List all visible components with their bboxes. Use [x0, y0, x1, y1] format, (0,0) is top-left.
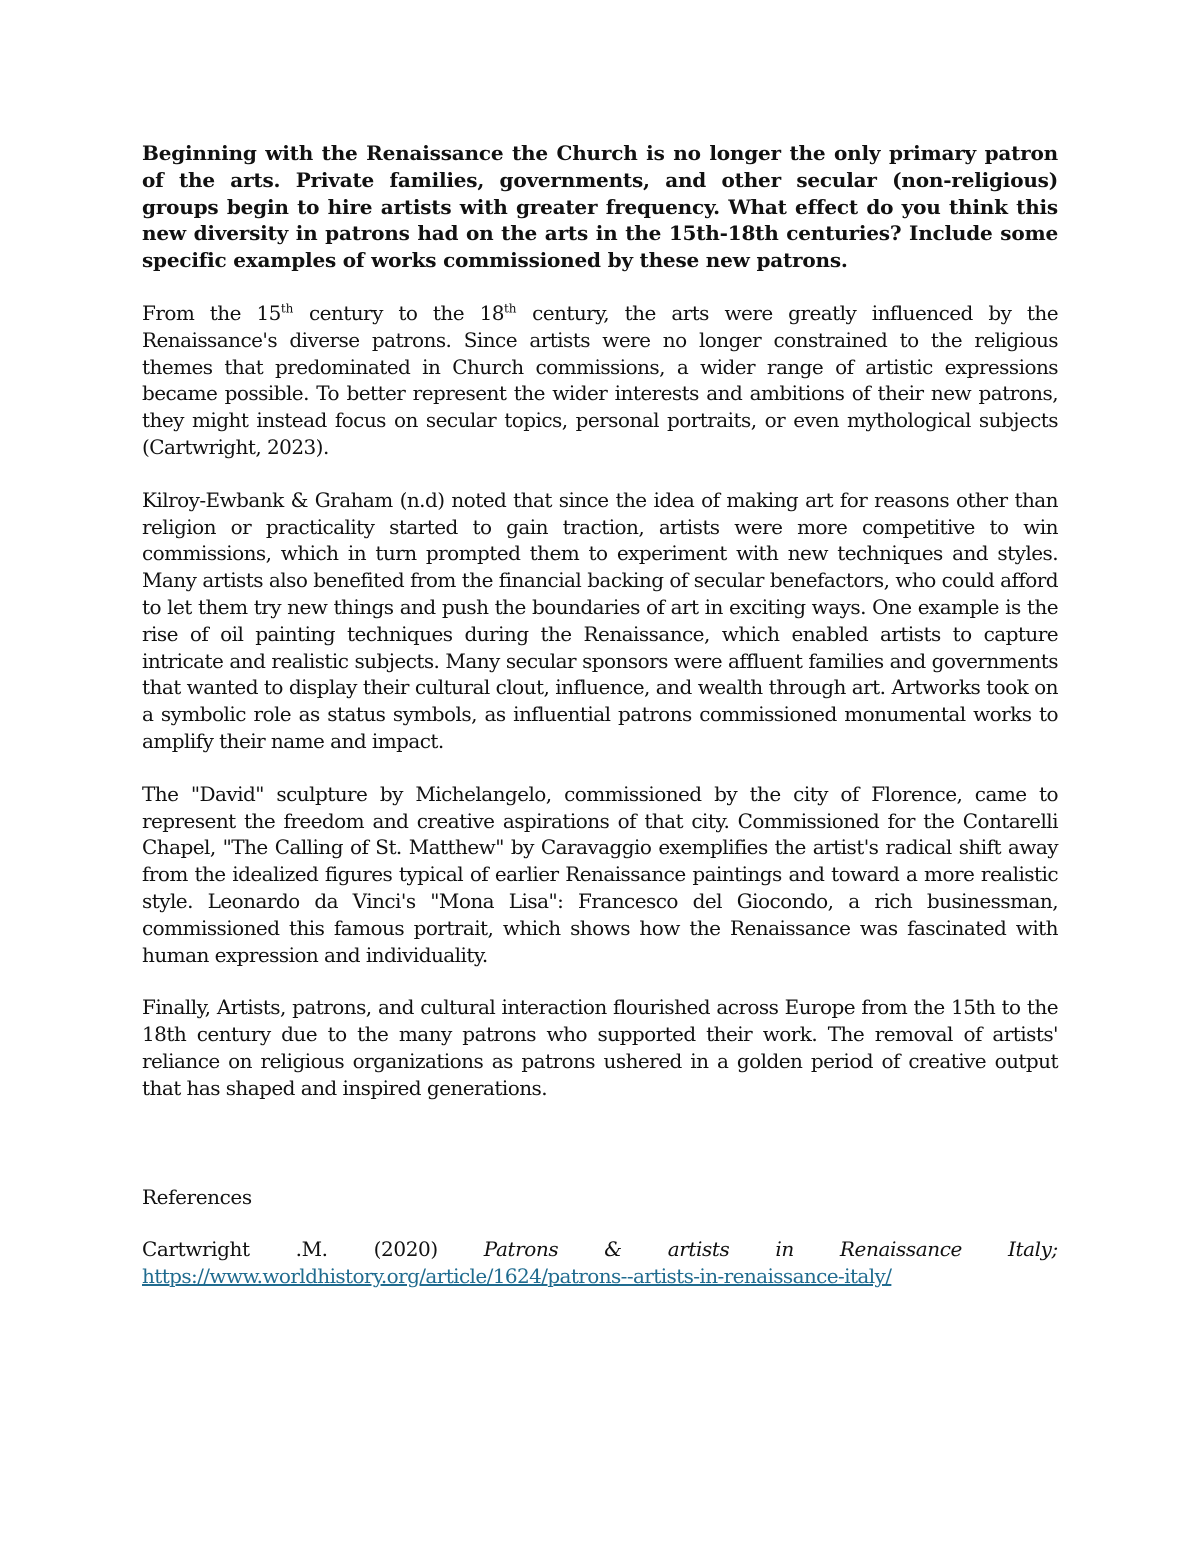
body-paragraph-3: The "David" sculpture by Michelangelo, commissioned by the city of Florence, came to represent the freedom and creative aspirations of that city. Commissioned for the Contarelli Chapel, "The Calling of St. Matthew" by Caravaggio exemplifies the artist's radical shift away from the idealized figures typical of earlier Renaissance paintings and toward a more realistic style. Leonardo da Vinci's "Mona Lisa": Francesco del Giocondo, a rich businessman, commissioned this famous portrait, which shows how the Renaissance was fascinated with human expression and individuality. — [142, 781, 1058, 967]
reference-author: Cartwright — [142, 1237, 250, 1262]
assignment-question: Beginning with the Renaissance the Church is no longer the only primary patron of the arts. Private families, governments, and other secular (non-religious) groups begin to hire artists with greater frequency. What effect do you think this new diversity in patrons had on the arts in the 15th-18th centuries? Include some specific examples of works commissioned by these new patrons. — [142, 141, 1058, 273]
reference-title-word-3: artists — [667, 1237, 730, 1262]
paragraph-1-mid: century to the 18 — [293, 300, 504, 325]
reference-title-word-2: & — [604, 1237, 622, 1262]
reference-title-word-5: Renaissance — [839, 1237, 962, 1262]
superscript-th-2: th — [503, 301, 517, 316]
superscript-th-1: th — [280, 301, 294, 316]
reference-year: (2020) — [373, 1237, 438, 1262]
section-spacer — [142, 1128, 1058, 1184]
reference-initial: .M. — [295, 1237, 328, 1262]
body-paragraph-4: Finally, Artists, patrons, and cultural interaction flourished across Europe from the 15th to the 18th century due to the many patrons who supported their work. The removal of artists' reliance on religious organizations as patrons ushered in a golden period of creative output that has shaped and inspired generations. — [142, 995, 1058, 1100]
body-paragraph-1 — [142, 300, 1058, 461]
reference-title-word-4: in — [775, 1237, 794, 1262]
reference-entry — [142, 1236, 1058, 1290]
paragraph-1-lead: From the 15 — [142, 300, 281, 325]
body-paragraph-2: Kilroy-Ewbank & Graham (n.d) noted that since the idea of making art for reasons other than religion or practicality started to gain traction, artists were more competitive to win commissions, which in turn prompted them to experiment with new techniques and styles. Many artists also benefited from the financial backing of secular benefactors, who could afford to let them try new things and push the boundaries of art in exciting ways. One example is the rise of oil painting techniques during the Renaissance, which enabled artists to capture intricate and realistic subjects. Many secular sponsors were affluent families and governments that wanted to display their cultural clout, influence, and wealth through art. Artworks took on a symbolic role as status symbols, as influential patrons commissioned monumental works to amplify their name and impact. — [142, 487, 1058, 753]
document-page — [142, 140, 1058, 1290]
references-heading: References — [142, 1184, 252, 1209]
reference-title-word-6: Italy; — [1007, 1237, 1058, 1262]
reference-url-link[interactable]: https://www.worldhistory.org/article/1624/patrons--artists-in-renaissance-italy/ — [142, 1264, 892, 1289]
paragraph-1-rest: century, the arts were greatly influenced by the Renaissance's diverse patrons. Since artists were no longer constrained to the religious themes that predominated in Church commissions, a wider range of artistic expressions became possible. To better represent the wider interests and ambitions of their new patrons, they might instead focus on secular topics, personal portraits, or even mythological subjects (Cartwright, 2023). — [142, 300, 1059, 459]
reference-title-word-1: Patrons — [483, 1237, 559, 1262]
reference-citation-line — [142, 1236, 1058, 1263]
